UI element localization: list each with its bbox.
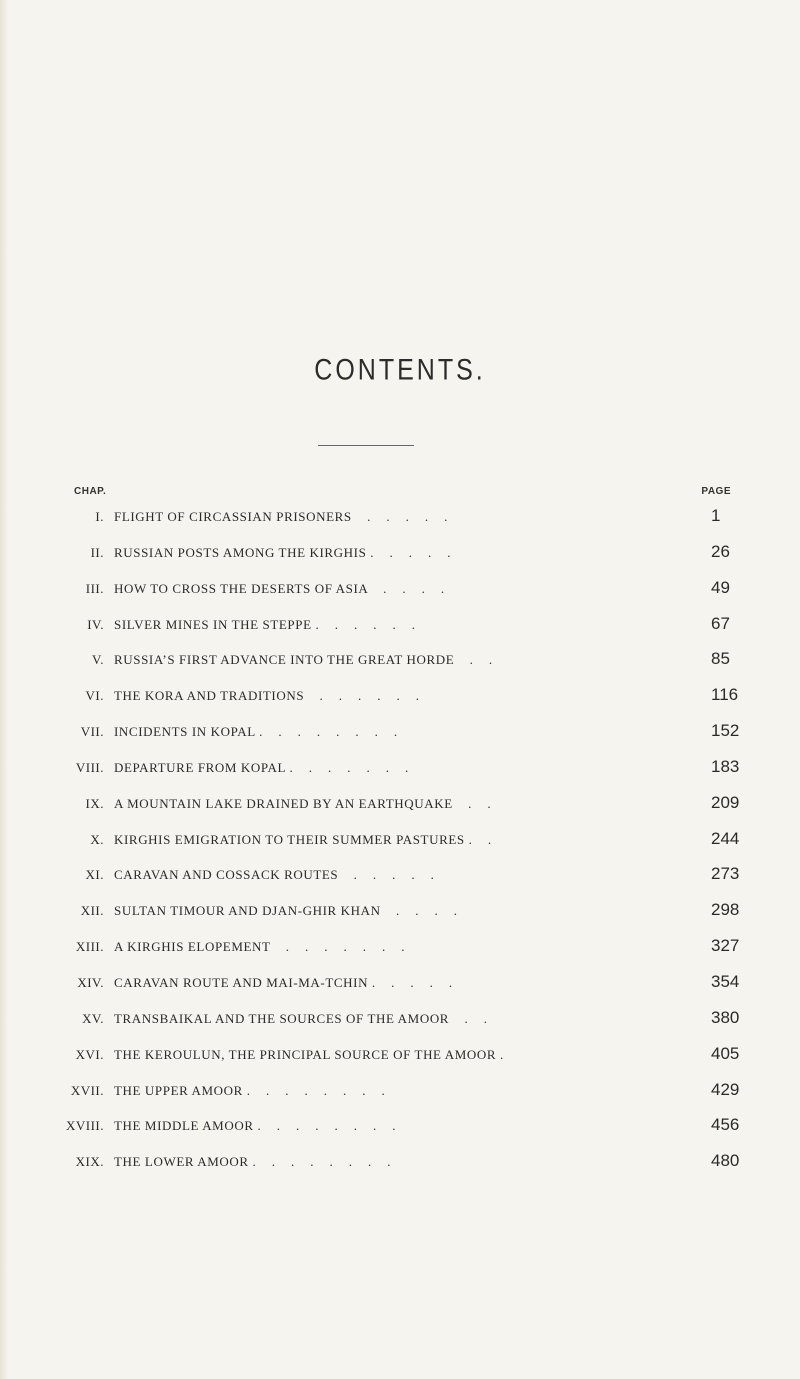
page-number: 67 (711, 613, 730, 633)
contents-list (0, 497, 800, 1178)
chapter-number: XI. (85, 867, 104, 883)
chapter-title: A MOUNTAIN LAKE DRAINED BY AN EARTHQUAKE . . (114, 795, 492, 811)
contents-entry (0, 640, 800, 676)
page-number: 49 (711, 577, 730, 597)
chapter-title: RUSSIAN POSTS AMONG THE KIRGHIS . . . . . (114, 544, 452, 560)
chapter-title: CARAVAN ROUTE AND MAI-MA-TCHIN . . . . . (114, 974, 453, 990)
chapter-number: XVII. (70, 1082, 104, 1098)
page-number: 209 (711, 792, 740, 812)
contents-entry (0, 676, 800, 712)
contents-entry (0, 963, 800, 999)
page-column-header: PAGE (701, 486, 731, 497)
contents-entry (0, 533, 800, 569)
chapter-title: TRANSBAIKAL AND THE SOURCES OF THE AMOOR . . (114, 1010, 488, 1026)
contents-entry (0, 712, 800, 748)
chapter-title: THE KORA AND TRADITIONS . . . . . . (114, 688, 420, 704)
page-number: 429 (711, 1079, 740, 1099)
contents-entry (0, 891, 800, 927)
chapter-title: DEPARTURE FROM KOPAL . . . . . . . (114, 759, 409, 775)
contents-entry (0, 855, 800, 891)
chapter-number: XV. (82, 1010, 104, 1026)
page-number: 273 (711, 864, 740, 884)
contents-entry (0, 820, 800, 856)
chapter-number: I. (95, 509, 104, 524)
page-number: 456 (711, 1115, 740, 1135)
contents-entry (0, 569, 800, 605)
chapter-number: V. (92, 652, 104, 668)
chapter-title: A KIRGHIS ELOPEMENT . . . . . . . (114, 939, 406, 955)
chapter-column-header: CHAP. (74, 486, 107, 497)
contents-entry (0, 999, 800, 1035)
page-number: 26 (711, 541, 730, 561)
page-number: 327 (711, 936, 740, 956)
chapter-title: THE LOWER AMOOR . . . . . . . . (114, 1154, 392, 1170)
chapter-title: CARAVAN AND COSSACK ROUTES . . . . . (114, 867, 435, 883)
chapter-title: RUSSIA’S FIRST ADVANCE INTO THE GREAT HORDE . . (114, 652, 493, 668)
chapter-number: IV. (87, 616, 104, 632)
page-number: 183 (711, 756, 740, 776)
chapter-number: II. (90, 544, 104, 560)
page-number: 480 (711, 1151, 740, 1171)
contents-entry (0, 605, 800, 641)
chapter-title: THE UPPER AMOOR . . . . . . . . (114, 1082, 386, 1098)
chapter-title: THE MIDDLE AMOOR . . . . . . . . (114, 1118, 397, 1134)
chapter-title: KIRGHIS EMIGRATION TO THEIR SUMMER PASTURES . . (114, 831, 492, 847)
chapter-title: THE KEROULUN, THE PRINCIPAL SOURCE OF THE AMOOR . (114, 1046, 504, 1062)
contents-entry (0, 927, 800, 963)
contents-entry (0, 748, 800, 784)
page-number: 152 (711, 721, 740, 741)
chapter-number: VIII. (75, 759, 104, 775)
contents-entry (0, 1142, 800, 1178)
page-number: 1 (711, 506, 721, 525)
chapter-number: III. (85, 580, 104, 596)
page-title: CONTENTS. (314, 353, 486, 387)
page-number: 298 (711, 900, 740, 920)
chapter-number: XIV. (77, 974, 104, 990)
chapter-number: IX. (85, 795, 104, 811)
chapter-number: XIII. (75, 939, 104, 955)
contents-entry (0, 497, 800, 533)
chapter-number: XIX. (75, 1154, 104, 1170)
page-number: 354 (711, 971, 740, 991)
chapter-title: SULTAN TIMOUR AND DJAN-GHIR KHAN . . . . (114, 903, 458, 919)
contents-entry (0, 1106, 800, 1142)
contents-entry (0, 1071, 800, 1107)
chapter-number: XVI. (75, 1046, 104, 1062)
chapter-title: INCIDENTS IN KOPAL . . . . . . . . (114, 724, 398, 740)
chapter-number: XII. (80, 903, 104, 919)
chapter-title: HOW TO CROSS THE DESERTS OF ASIA . . . . (114, 580, 445, 596)
page-number: 85 (711, 649, 730, 669)
chapter-number: VII. (80, 724, 104, 740)
chapter-number: X. (90, 831, 104, 847)
contents-entry (0, 784, 800, 820)
page-number: 116 (711, 685, 739, 705)
chapter-title: SILVER MINES IN THE STEPPE . . . . . . (114, 616, 416, 632)
chapter-number: XVIII. (65, 1118, 104, 1134)
page-number: 405 (711, 1043, 740, 1063)
page-number: 244 (711, 828, 740, 848)
title-rule (318, 445, 414, 446)
chapter-number: VI. (85, 688, 104, 704)
chapter-title: FLIGHT OF CIRCASSIAN PRISONERS . . . . . (114, 509, 448, 524)
page-number: 380 (711, 1007, 740, 1027)
contents-entry (0, 1035, 800, 1071)
